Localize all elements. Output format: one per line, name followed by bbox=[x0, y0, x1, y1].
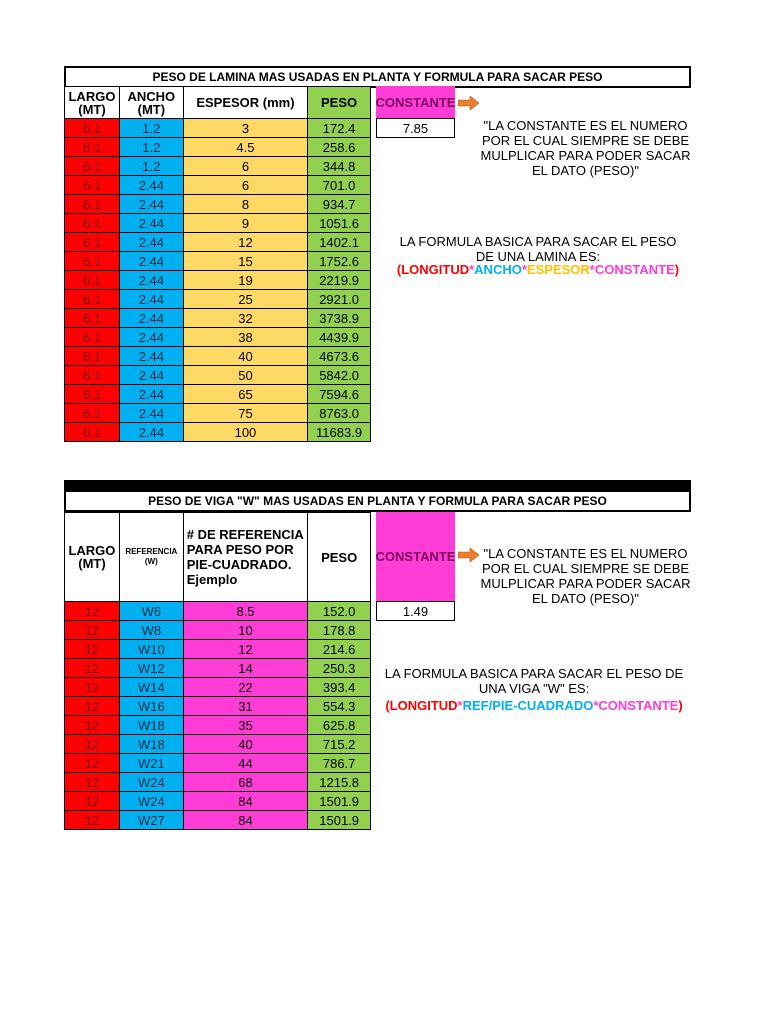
table-cell: 84 bbox=[183, 811, 308, 830]
table-row bbox=[65, 385, 371, 404]
table-row bbox=[65, 716, 371, 735]
header-referencia: REFERENCIA (W) bbox=[119, 513, 183, 602]
table-cell: 12 bbox=[183, 640, 308, 659]
table-row bbox=[65, 792, 371, 811]
table-cell: 3738.9 bbox=[308, 309, 371, 328]
table-row bbox=[65, 735, 371, 754]
table-cell: 934.7 bbox=[308, 195, 371, 214]
table-cell: 12 bbox=[65, 773, 120, 792]
table-cell: 12 bbox=[65, 811, 120, 830]
table-cell: 1501.9 bbox=[308, 792, 371, 811]
table-cell: 9 bbox=[183, 214, 307, 233]
table-cell: 1402.1 bbox=[308, 233, 371, 252]
table-cell: 214.6 bbox=[308, 640, 371, 659]
table-cell: 2.44 bbox=[119, 252, 183, 271]
table-cell: 6.1 bbox=[65, 119, 120, 138]
table-cell: W18 bbox=[119, 735, 183, 754]
table-cell: 50 bbox=[183, 366, 307, 385]
table-cell: 2.44 bbox=[119, 385, 183, 404]
table-row bbox=[65, 328, 371, 347]
table-cell: 786.7 bbox=[308, 754, 371, 773]
table-cell: W21 bbox=[119, 754, 183, 773]
table-cell: 6.1 bbox=[65, 309, 120, 328]
table-row bbox=[65, 214, 371, 233]
table-row bbox=[65, 678, 371, 697]
table-cell: 6.1 bbox=[65, 138, 120, 157]
table-row bbox=[65, 309, 371, 328]
table-cell: 1752.6 bbox=[308, 252, 371, 271]
table-cell: 2.44 bbox=[119, 271, 183, 290]
table-cell: 12 bbox=[65, 659, 120, 678]
table-cell: 3 bbox=[183, 119, 307, 138]
lamina-constante-label: CONSTANTE bbox=[376, 86, 455, 118]
table-row bbox=[65, 119, 371, 138]
table-cell: 12 bbox=[65, 602, 120, 621]
table-cell: 19 bbox=[183, 271, 307, 290]
table-row bbox=[65, 252, 371, 271]
table-cell: 258.6 bbox=[308, 138, 371, 157]
table-cell: 2.44 bbox=[119, 290, 183, 309]
table-cell: 6.1 bbox=[65, 157, 120, 176]
table-cell: 84 bbox=[183, 792, 308, 811]
table-cell: 8.5 bbox=[183, 602, 308, 621]
table-cell: 554.3 bbox=[308, 697, 371, 716]
table-cell: W12 bbox=[119, 659, 183, 678]
table-row bbox=[65, 754, 371, 773]
table-row bbox=[65, 404, 371, 423]
table-cell: 12 bbox=[65, 697, 120, 716]
table-cell: 12 bbox=[65, 640, 120, 659]
table-cell: 12 bbox=[65, 735, 120, 754]
table-cell: 12 bbox=[65, 716, 120, 735]
table-cell: 2.44 bbox=[119, 233, 183, 252]
lamina-formula: (LONGITUD*ANCHO*ESPESOR*CONSTANTE) bbox=[396, 262, 680, 277]
table-cell: 65 bbox=[183, 385, 307, 404]
table-cell: 7594.6 bbox=[308, 385, 371, 404]
table-cell: 44 bbox=[183, 754, 308, 773]
table-cell: 2.44 bbox=[119, 347, 183, 366]
table-cell: 2.44 bbox=[119, 176, 183, 195]
viga-formula: (LONGITUD*REF/PIE-CUADRADO*CONSTANTE) bbox=[385, 698, 683, 713]
table-cell: W16 bbox=[119, 697, 183, 716]
table-cell: 6.1 bbox=[65, 252, 120, 271]
table-cell: W10 bbox=[119, 640, 183, 659]
right-arrow-icon bbox=[458, 548, 480, 562]
header-peso: PESO bbox=[308, 513, 371, 602]
table-row bbox=[65, 233, 371, 252]
table-cell: 2.44 bbox=[119, 328, 183, 347]
table-cell: 6.1 bbox=[65, 366, 120, 385]
header-ref-peso: # DE REFERENCIA PARA PESO POR PIE-CUADRADO. Ejemplo bbox=[183, 513, 308, 602]
table-row bbox=[65, 659, 371, 678]
table-cell: 1501.9 bbox=[308, 811, 371, 830]
table-cell: W14 bbox=[119, 678, 183, 697]
table-cell: 75 bbox=[183, 404, 307, 423]
table-cell: 152.0 bbox=[308, 602, 371, 621]
right-arrow-icon bbox=[458, 96, 480, 110]
header-peso: PESO bbox=[308, 87, 371, 119]
table-cell: 2219.9 bbox=[308, 271, 371, 290]
table-cell: 2.44 bbox=[119, 195, 183, 214]
table-cell: 6.1 bbox=[65, 385, 120, 404]
table-cell: 10 bbox=[183, 621, 308, 640]
table-cell: 701.0 bbox=[308, 176, 371, 195]
header-largo: LARGO (MT) bbox=[65, 87, 120, 119]
header-espesor: ESPESOR (mm) bbox=[183, 87, 307, 119]
table-cell: 6.1 bbox=[65, 347, 120, 366]
formula-constante: CONSTANTE bbox=[598, 698, 679, 713]
table-cell: 4439.9 bbox=[308, 328, 371, 347]
table-cell: 12 bbox=[65, 621, 120, 640]
table-cell: W24 bbox=[119, 773, 183, 792]
lamina-constante-value: 7.85 bbox=[376, 118, 455, 138]
table-row bbox=[65, 640, 371, 659]
table-cell: W6 bbox=[119, 602, 183, 621]
table-row bbox=[65, 366, 371, 385]
table-row bbox=[65, 347, 371, 366]
table-cell: 250.3 bbox=[308, 659, 371, 678]
table-cell: 715.2 bbox=[308, 735, 371, 754]
table-cell: 1.2 bbox=[119, 157, 183, 176]
viga-constante-label: CONSTANTE bbox=[376, 512, 455, 601]
table-cell: 6 bbox=[183, 157, 307, 176]
table-cell: 12 bbox=[65, 678, 120, 697]
formula-longitud: LONGITUD bbox=[401, 262, 470, 277]
formula-ref-pie-cuadrado: REF/PIE-CUADRADO bbox=[462, 698, 594, 713]
table-row bbox=[65, 697, 371, 716]
lamina-constante-note: "LA CONSTANTE ES EL NUMERO POR EL CUAL SIEMPRE SE DEBE MULPLICAR PARA PODER SACAR EL DATO (PESO)" bbox=[480, 118, 691, 178]
table-cell: 6.1 bbox=[65, 176, 120, 195]
table-cell: 15 bbox=[183, 252, 307, 271]
lamina-formula-intro: LA FORMULA BASICA PARA SACAR EL PESO DE UNA LAMINA ES: bbox=[399, 234, 677, 264]
table-cell: 2.44 bbox=[119, 366, 183, 385]
table-row bbox=[65, 157, 371, 176]
table-cell: 6 bbox=[183, 176, 307, 195]
table-cell: 40 bbox=[183, 735, 308, 754]
viga-title: PESO DE VIGA "W" MAS USADAS EN PLANTA Y FORMULA PARA SACAR PESO bbox=[64, 492, 691, 512]
table-cell: 8 bbox=[183, 195, 307, 214]
formula-constante: CONSTANTE bbox=[594, 262, 675, 277]
table-row bbox=[65, 176, 371, 195]
table-cell: 4.5 bbox=[183, 138, 307, 157]
table-cell: 2.44 bbox=[119, 309, 183, 328]
table-cell: 14 bbox=[183, 659, 308, 678]
table-cell: 2.44 bbox=[119, 423, 183, 442]
table-cell: 8763.0 bbox=[308, 404, 371, 423]
table-cell: 6.1 bbox=[65, 195, 120, 214]
table-cell: 6.1 bbox=[65, 214, 120, 233]
table-cell: 12 bbox=[65, 754, 120, 773]
table-row bbox=[65, 271, 371, 290]
table-cell: 22 bbox=[183, 678, 308, 697]
table-row bbox=[65, 811, 371, 830]
table-cell: 6.1 bbox=[65, 328, 120, 347]
table-cell: 31 bbox=[183, 697, 308, 716]
table-cell: 38 bbox=[183, 328, 307, 347]
table-cell: 6.1 bbox=[65, 290, 120, 309]
table-cell: 35 bbox=[183, 716, 308, 735]
lamina-title: PESO DE LAMINA MAS USADAS EN PLANTA Y FORMULA PARA SACAR PESO bbox=[64, 66, 691, 88]
table-cell: W24 bbox=[119, 792, 183, 811]
table-cell: 6.1 bbox=[65, 271, 120, 290]
table-cell: 393.4 bbox=[308, 678, 371, 697]
table-cell: 6.1 bbox=[65, 233, 120, 252]
viga-formula-intro: LA FORMULA BASICA PARA SACAR EL PESO DE UNA VIGA "W" ES: bbox=[384, 666, 684, 696]
header-largo: LARGO (MT) bbox=[65, 513, 120, 602]
table-cell: 1.2 bbox=[119, 138, 183, 157]
table-row bbox=[65, 138, 371, 157]
table-row bbox=[65, 773, 371, 792]
table-cell: 1.2 bbox=[119, 119, 183, 138]
table-cell: 12 bbox=[183, 233, 307, 252]
table-cell: 2921.0 bbox=[308, 290, 371, 309]
table-row bbox=[65, 195, 371, 214]
table-cell: W18 bbox=[119, 716, 183, 735]
lamina-table bbox=[64, 86, 371, 442]
table-cell: 32 bbox=[183, 309, 307, 328]
black-divider-bar bbox=[64, 480, 691, 492]
table-cell: 11683.9 bbox=[308, 423, 371, 442]
table-cell: 178.8 bbox=[308, 621, 371, 640]
table-cell: 12 bbox=[65, 792, 120, 811]
table-cell: 2.44 bbox=[119, 404, 183, 423]
table-cell: 172.4 bbox=[308, 119, 371, 138]
table-cell: 625.8 bbox=[308, 716, 371, 735]
table-row bbox=[65, 621, 371, 640]
formula-ancho: ANCHO bbox=[474, 262, 522, 277]
table-cell: 6.1 bbox=[65, 423, 120, 442]
table-cell: 344.8 bbox=[308, 157, 371, 176]
table-cell: W27 bbox=[119, 811, 183, 830]
header-ancho: ANCHO (MT) bbox=[119, 87, 183, 119]
table-cell: W8 bbox=[119, 621, 183, 640]
formula-longitud: LONGITUD bbox=[389, 698, 458, 713]
viga-constante-value: 1.49 bbox=[376, 601, 455, 621]
table-cell: 6.1 bbox=[65, 404, 120, 423]
table-cell: 1215.8 bbox=[308, 773, 371, 792]
table-cell: 100 bbox=[183, 423, 307, 442]
table-cell: 40 bbox=[183, 347, 307, 366]
table-row bbox=[65, 290, 371, 309]
formula-espesor: ESPESOR bbox=[526, 262, 590, 277]
viga-constante-note: "LA CONSTANTE ES EL NUMERO POR EL CUAL SIEMPRE SE DEBE MULPLICAR PARA PODER SACAR EL DATO (PESO)" bbox=[480, 546, 691, 606]
table-row bbox=[65, 602, 371, 621]
table-cell: 25 bbox=[183, 290, 307, 309]
table-cell: 2.44 bbox=[119, 214, 183, 233]
table-row bbox=[65, 423, 371, 442]
table-cell: 68 bbox=[183, 773, 308, 792]
viga-table bbox=[64, 512, 371, 830]
table-cell: 5842.0 bbox=[308, 366, 371, 385]
table-cell: 1051.6 bbox=[308, 214, 371, 233]
table-cell: 4673.6 bbox=[308, 347, 371, 366]
